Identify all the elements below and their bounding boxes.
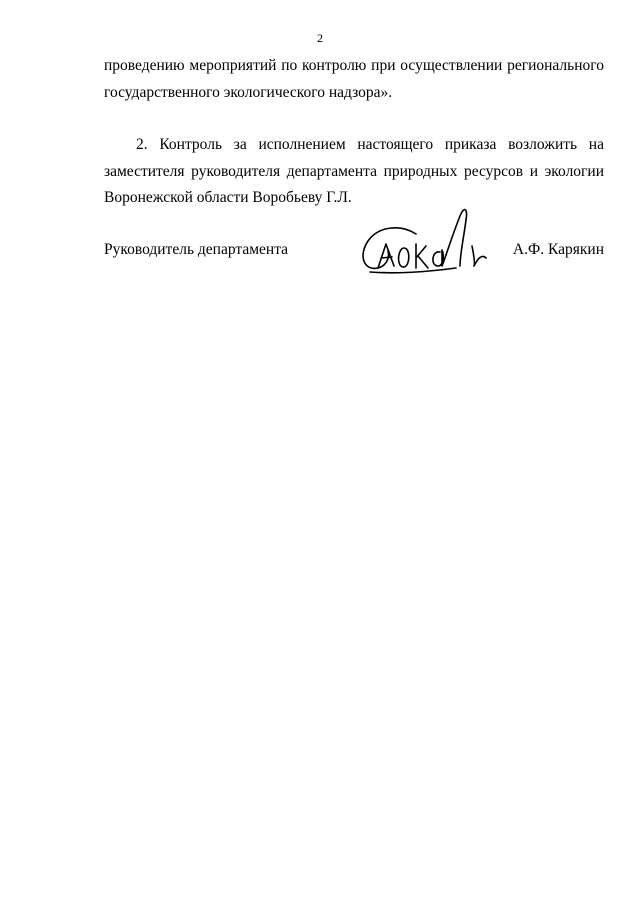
paragraph-line: проведению мероприятий по контролю при осуществлении регионального	[104, 57, 604, 74]
page-number: 2	[317, 31, 323, 45]
handwritten-signature-icon	[356, 196, 496, 296]
paragraph-line: заместителя руководителя департамента природных ресурсов и экологии	[104, 162, 604, 180]
paragraph-line: Воронежской области Воробьеву Г.Л.	[104, 189, 352, 206]
paragraph-control-clause	[104, 132, 604, 212]
signer-position: Руководитель департамента	[104, 241, 289, 258]
paragraph-continuation	[104, 53, 604, 106]
signer-name: А.Ф. Карякин	[512, 241, 604, 258]
signature-block	[104, 237, 604, 267]
paragraph-line: государственного экологического надзора».	[104, 83, 393, 101]
paragraph-line: 2. Контроль за исполнением настоящего приказа возложить на	[136, 136, 604, 153]
